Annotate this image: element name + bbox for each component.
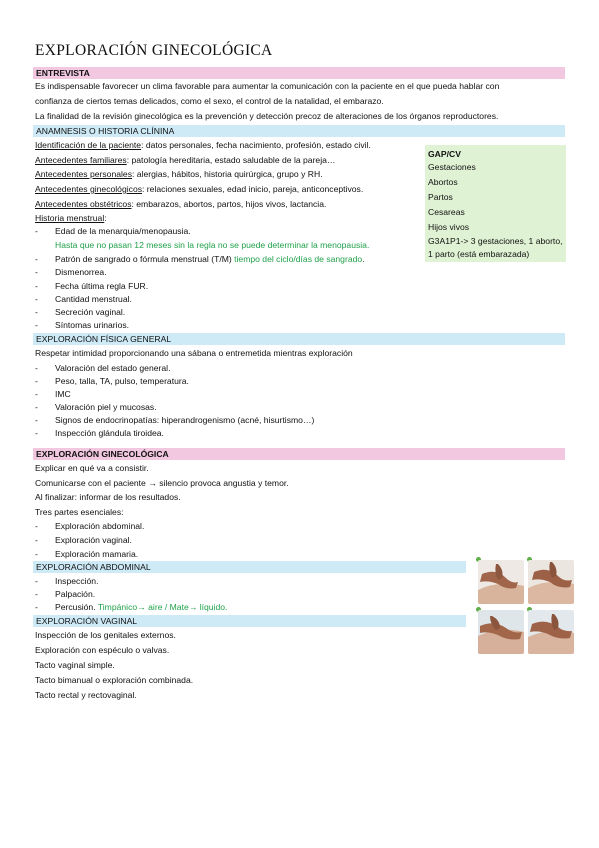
- list-item: Inspección.: [55, 576, 99, 586]
- abdominal-exam-photo: [478, 560, 524, 604]
- paragraph: Respetar intimidad proporcionando una sábana o entremetida mientras exploración: [35, 348, 353, 358]
- list-dash: -: [35, 602, 38, 612]
- list-dash: -: [35, 402, 38, 412]
- list-item: Valoración del estado general.: [55, 363, 171, 373]
- paragraph: Tres partes esenciales:: [35, 507, 124, 517]
- section-header-abdominal: EXPLORACIÓN ABDOMINAL: [33, 561, 466, 573]
- list-dash: -: [35, 226, 38, 236]
- list-dash: -: [35, 589, 38, 599]
- gap-cv-title: GAP/CV: [428, 149, 461, 159]
- list-item: Palpación.: [55, 589, 96, 599]
- gap-line: Partos: [428, 192, 453, 202]
- list-dash: -: [35, 363, 38, 373]
- list-item: Exploración mamaria.: [55, 549, 139, 559]
- note-menopausia: Hasta que no pasan 12 meses sin la regla no se puede determinar la menopausia.: [55, 240, 370, 250]
- list-dash: -: [35, 428, 38, 438]
- list-item: Dismenorrea.: [55, 267, 107, 277]
- list-dash: -: [35, 320, 38, 330]
- section-header-anamnesis: ANAMNESIS O HISTORIA CLÍNINA: [33, 125, 565, 137]
- paragraph: Es indispensable favorecer un clima favorable para aumentar la comunicación con la paciente en el que pueda hablar con: [35, 81, 500, 91]
- list-item: Signos de endocrinopatías: hiperandrogenismo (acné, hisurtismo…): [55, 415, 315, 425]
- abdominal-exam-photo: [478, 610, 524, 654]
- list-item: Exploración abdominal.: [55, 521, 145, 531]
- gap-line: Gestaciones: [428, 162, 476, 172]
- list-item: Fecha última regla FUR.: [55, 281, 149, 291]
- list-dash: -: [35, 535, 38, 545]
- list-item: Edad de la menarquia/menopausia.: [55, 226, 191, 236]
- historia-menstrual-label: Historia menstrual:: [35, 213, 107, 223]
- anamnesis-item: Antecedentes familiares: patología hereditaria, estado saludable de la pareja…: [35, 155, 336, 165]
- list-dash: -: [35, 549, 38, 559]
- paragraph: La finalidad de la revisión ginecológica es la prevención y detección precoz de alteraciones de los órganos reproductores.: [35, 111, 499, 121]
- anamnesis-item: Antecedentes ginecológicos: relaciones sexuales, edad inicio, pareja, anticonceptivos.: [35, 184, 364, 194]
- section-header-entrevista: ENTREVISTA: [33, 67, 565, 79]
- section-header-ginecologica: EXPLORACIÓN GINECOLÓGICA: [33, 448, 565, 460]
- anamnesis-item: Antecedentes personales: alergias, hábitos, historia quirúrgica, grupo y RH.: [35, 169, 323, 179]
- gap-line: Hijos vivos: [428, 222, 470, 232]
- list-item: Peso, talla, TA, pulso, temperatura.: [55, 376, 189, 386]
- paragraph: Tacto bimanual o exploración combinada.: [35, 675, 194, 685]
- list-item: Síntomas urinarios.: [55, 320, 130, 330]
- list-dash: -: [35, 294, 38, 304]
- section-header-fisica: EXPLORACIÓN FÍSICA GENERAL: [33, 333, 565, 345]
- anamnesis-item: Identificación de la paciente: datos personales, fecha nacimiento, profesión, estado civil.: [35, 140, 371, 150]
- list-item: Inspección glándula tiroidea.: [55, 428, 164, 438]
- gap-line: G3A1P1-> 3 gestaciones, 1 aborto,: [428, 236, 563, 246]
- list-dash: -: [35, 267, 38, 277]
- page-title: EXPLORACIÓN GINECOLÓGICA: [35, 42, 273, 59]
- abdominal-exam-photo: [528, 560, 574, 604]
- list-dash: -: [35, 307, 38, 317]
- list-item: Secreción vaginal.: [55, 307, 126, 317]
- gap-line: Cesareas: [428, 207, 465, 217]
- list-dash: -: [35, 389, 38, 399]
- paragraph: confianza de ciertos temas delicados, como el sexo, el control de la natalidad, el embarazo.: [35, 96, 384, 106]
- paragraph: Al finalizar: informar de los resultados.: [35, 492, 181, 502]
- gap-line: Abortos: [428, 177, 458, 187]
- anamnesis-item: Antecedentes obstétricos: embarazos, abortos, partos, hijos vivos, lactancia.: [35, 199, 327, 209]
- list-dash: -: [35, 521, 38, 531]
- list-dash: -: [35, 576, 38, 586]
- list-dash: -: [35, 281, 38, 291]
- paragraph: Explicar en qué va a consistir.: [35, 463, 149, 473]
- paragraph: Inspección de los genitales externos.: [35, 630, 176, 640]
- list-dash: -: [35, 376, 38, 386]
- paragraph: Tacto rectal y rectovaginal.: [35, 690, 137, 700]
- list-item: Patrón de sangrado o fórmula menstrual (T/M) tiempo del ciclo/días de sangrado.: [55, 254, 365, 264]
- abdominal-exam-photo: [528, 610, 574, 654]
- paragraph: Exploración con espéculo o valvas.: [35, 645, 170, 655]
- list-dash: -: [35, 254, 38, 264]
- list-item: Percusión. Timpánico→ aire / Mate→ líquido.: [55, 602, 228, 612]
- list-item: Valoración piel y mucosas.: [55, 402, 157, 412]
- paragraph: Comunicarse con el paciente → silencio provoca angustia y temor.: [35, 478, 289, 488]
- list-item: Exploración vaginal.: [55, 535, 132, 545]
- section-header-vaginal: EXPLORACIÓN VAGINAL: [33, 615, 466, 627]
- list-dash: -: [35, 415, 38, 425]
- paragraph: Tacto vaginal simple.: [35, 660, 115, 670]
- list-item: Cantidad menstrual.: [55, 294, 132, 304]
- gap-line: 1 parto (está embarazada): [428, 249, 530, 259]
- list-item: IMC: [55, 389, 71, 399]
- gap-cv-box: [425, 145, 566, 262]
